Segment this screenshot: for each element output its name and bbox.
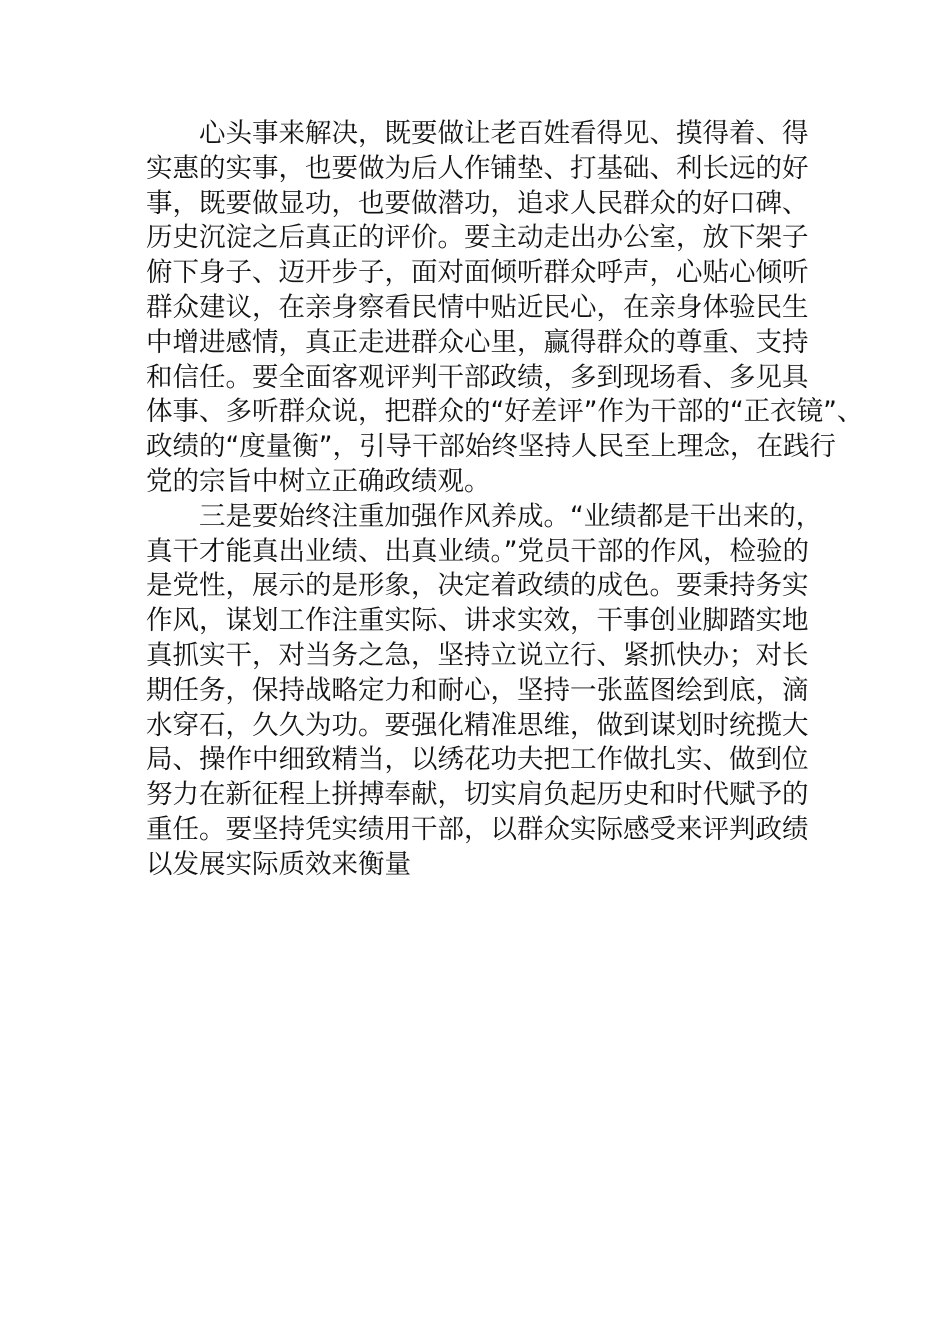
paragraph-line: 和信任。要全面客观评判干部政绩，多到现场看、多见具 [146,361,809,393]
paragraph-line: 俯下身子、迈开步子，面对面倾听群众呼声，心贴心倾听 [146,257,809,289]
paragraph-line: 努力在新征程上拼搏奉献，切实肩负起历史和时代赋予的 [146,779,809,811]
paragraph-line: 党的宗旨中树立正确政绩观。 [146,465,491,497]
paragraph-line: 事，既要做显功，也要做潜功，追求人民群众的好口碑、 [146,187,809,219]
paragraph-line: 政绩的“度量衡”，引导干部始终坚持人民至上理念，在践行 [146,431,836,463]
paragraph-line: 体事、多听群众说，把群众的“好差评”作为干部的“正衣镜”、 [146,396,864,428]
paragraph-line: 历史沉淀之后真正的评价。要主动走出办公室，放下架子 [146,222,809,254]
paragraph-line: 作风，谋划工作注重实际、讲求实效，干事创业脚踏实地 [146,605,809,637]
paragraph-line: 心头事来解决，既要做让老百姓看得见、摸得着、得 [199,118,809,149]
paragraph-line: 期任务，保持战略定力和耐心，坚持一张蓝图绘到底，滴 [146,674,809,706]
paragraph-line: 以发展实际质效来衡量 [146,848,411,880]
paragraph-line: 局、操作中细致精当，以绣花功夫把工作做扎实、做到位 [146,744,809,776]
paragraph-line: 三是要始终注重加强作风养成。“业绩都是干出来的， [199,500,823,532]
paragraph-line: 实惠的实事，也要做为后人作铺垫、打基础、利长远的好 [146,152,809,184]
paragraph-line: 重任。要坚持凭实绩用干部，以群众实际感受来评判政绩 [146,813,809,845]
paragraph-line: 是党性，展示的是形象，决定着政绩的成色。要秉持务实 [146,570,809,602]
paragraph-line: 群众建议，在亲身察看民情中贴近民心，在亲身体验民生 [146,291,809,323]
paragraph-line: 水穿石，久久为功。要强化精准思维，做到谋划时统揽大 [146,709,809,741]
paragraph-line: 中增进感情，真正走进群众心里，赢得群众的尊重、支持 [146,326,809,358]
paragraph-line: 真干才能真出业绩、出真业绩。”党员干部的作风，检验的 [146,535,809,567]
paragraph-line: 真抓实干，对当务之急，坚持立说立行、紧抓快办；对长 [146,639,809,671]
body-text [146,117,864,883]
